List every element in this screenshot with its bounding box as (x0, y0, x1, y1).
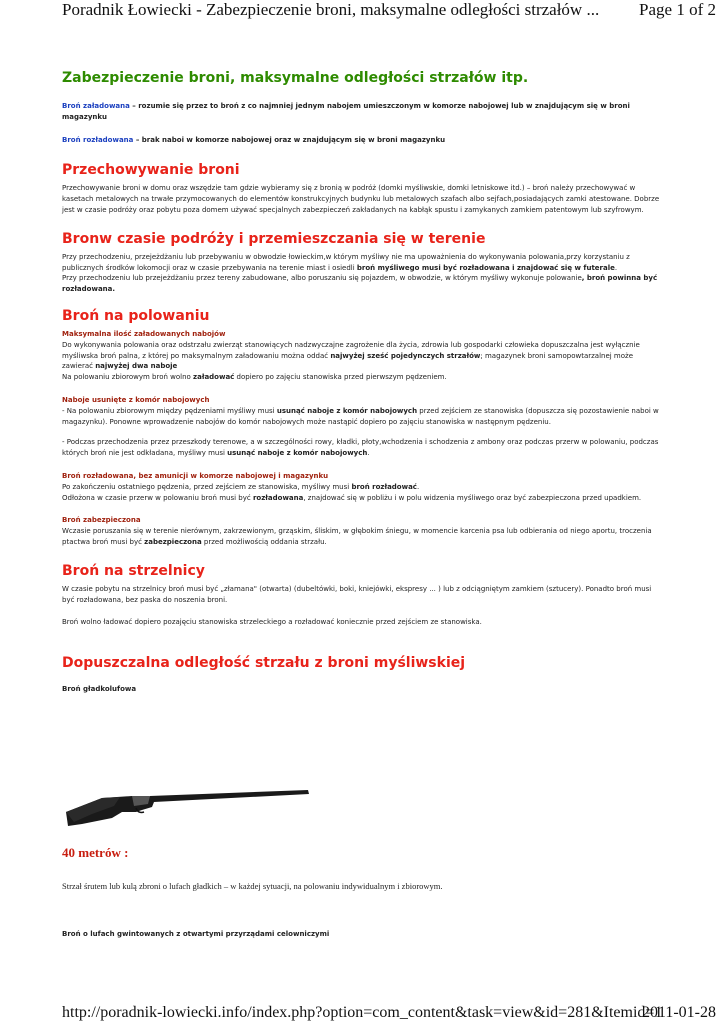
storage-text: Przechowywanie broni w domu oraz wszędzie tam gdzie wybieramy się z bronią w podróż (domki myśliwskie, domki letniskowe itd.) – broń należy przechowywać w kasetach metalowych na trwałe przymocowanych do elementów konstrukcyjnych budynku lub metalowych szafach albo sejfach,posiadających zamki atestowane. Dobrze jest w czasie podróży oraz pobytu poza domem używać specjalnych zabezpieczeń zakładanych na kabłąk spustu i zamykanych zamkiem patentowym lub szyfrowym. (62, 184, 660, 214)
hunting-s3d: Odłożona w czasie przerw w polowaniu broń musi być (62, 493, 253, 502)
distance-block (62, 845, 443, 940)
distance-title: Dopuszczalna odległość strzału z broni myśliwskiej (62, 655, 466, 672)
hunting-sub1: Maksymalna ilość załadowanych nabojów (62, 329, 226, 338)
hunting-s2c: przed zejściem ze stanowiska (dopuszcza się pozostawienie naboi w magazynku). Ponowne wprowadzenie nabojów do komór nabojowych może nastąpić dopiero po zajęciu stanowiska w następnym pędzeniu. (62, 406, 659, 426)
def-unloaded-text: – brak naboi w komorze nabojowej oraz w znajdującym się w broni magazynku (133, 135, 446, 144)
storage-title: Przechowywanie broni (62, 162, 240, 179)
hunting-s3f: , znajdować się w pobliżu i w polu widzenia myśliwego oraz być zabezpieczona przed upadkiem. (303, 493, 642, 502)
footer-url: http://poradnik-lowiecki.info/index.php?option=com_content&task=view&id=281&Itemid=1 (62, 1004, 663, 1021)
hunting-s1f: załadować (193, 373, 235, 382)
hunting-title: Broń na polowaniu (62, 307, 210, 324)
hunting-s3a: Po zakończeniu ostatniego pędzenia, przed zejściem ze stanowiska, myśliwy musi (62, 482, 352, 491)
header-title: Poradnik Łowiecki - Zabezpieczenie broni, maksymalne odległości strzałów ... (62, 0, 600, 19)
range-p2: Broń wolno ładować dopiero pozajęciu stanowiska strzeleckiego a rozładować koniecznie przed zejściem ze stanowiska. (62, 618, 482, 627)
page-number: Page 1 of 2 (639, 0, 716, 19)
hunting-s1e: Na polowaniu zbiorowym broń wolno (62, 373, 194, 382)
def-unloaded-term: Broń rozładowana (62, 135, 134, 144)
article-title: Zabezpieczenie broni, maksymalne odległości strzałów itp. (62, 70, 529, 86)
travel-p2b: , broń powinna być rozładowana. (62, 274, 658, 294)
def-loaded-text: – rozumie się przez to broń z co najmniej jednym nabojem umieszczonym w komorze nabojowej lub w znajdującym się w broni magazynku (62, 102, 630, 121)
hunting-sub3: Broń rozładowana, bez amunicji w komorze nabojowej i magazynku (62, 471, 329, 480)
hunting-s1 (62, 340, 662, 372)
hunting-s3b: broń rozładować (351, 482, 417, 491)
hunting-s2f: . (367, 449, 370, 458)
meters-heading: 40 metrów : (62, 845, 129, 860)
def-unloaded (62, 135, 662, 146)
hunting-s4 (62, 526, 662, 548)
hunting-s2a: - Na polowaniu zbiorowym między pędzeniami myśliwy musi (62, 406, 277, 415)
hunting-s2-2 (62, 437, 662, 459)
travel-title: Bronw czasie podróży i przemieszczania się w terenie (62, 230, 486, 247)
hunting-s2e: usunąć naboje z komór nabojowych (227, 449, 368, 458)
shotgun-image (62, 782, 312, 832)
hunting-sub4: Broń zabezpieczona (62, 516, 141, 525)
hunting-s4b: zabezpieczona (144, 537, 202, 546)
rifled-label: Broń o lufach gwintowanych z otwartymi przyrządami celowniczymi (62, 930, 330, 938)
hunting-s2b: usunąć naboje z komór nabojowych (276, 406, 418, 415)
travel-p2a: Przy przechodzeniu lub przejeżdżaniu przez tereny zabudowane, albo poruszaniu się pojazdem, w obwodzie, w którym myśliwy wykonuje polowanie (62, 274, 582, 283)
hunting-s1d: najwyżej dwa naboje (95, 362, 178, 371)
hunting-s1c: ; magazynek broni samopowtarzalnej może zawierać (62, 351, 634, 371)
hunting-s4c: przed możliwością oddania strzału. (201, 537, 327, 546)
meters-text: Strzał śrutem lub kulą zbroni o lufach gładkich – w każdej sytuacji, na polowaniu indywidualnym i zbiorowym. (62, 881, 443, 891)
travel-p1a: Przy przechodzeniu, przejeżdżaniu lub przebywaniu w obwodzie łowieckim,w którym myśliwy nie ma upoważnienia do wykonywania polowania,przy korzystaniu z publicznych środków lokomocji oraz w czasie przebywania na terenie miast i osiedli (62, 252, 630, 272)
hunting-s1a: Do wykonywania polowania oraz odstrzału zwierząt stanowiących nadzwyczajne zagrożenie dla życia, zdrowia lub gospodarki człowieka dopuszczalna jest wyłącznie myśliwska broń palna, z której po maksymalnym załadowaniu można oddać (62, 340, 640, 360)
hunting-s3-2 (62, 493, 662, 504)
def-loaded-term: Broń załadowana (62, 102, 130, 110)
hunting-s1g: dopiero po zajęciu stanowiska przed pierwszym pędzeniem. (234, 373, 447, 382)
travel-p1 (62, 252, 662, 274)
range-title: Broń na strzelnicy (62, 562, 205, 579)
smooth-label: Broń gładkolufowa (62, 685, 137, 694)
article (62, 68, 662, 695)
range-p1: W czasie pobytu na strzelnicy broń musi być „złamana" (otwarta) (dubeltówki, boki, kniejówki, ekspresy ... ) lub z odciągniętym zamkiem (sztucery). Ponadto broń musi być rozładowana, bez paska do noszenia broni. (62, 584, 652, 604)
travel-p1b: broń myśliwego musi być rozładowana i znajdować się w futerale (356, 263, 615, 272)
hunting-s4a: Wczasie poruszania się w terenie nierównym, zakrzewionym, grząskim, śliskim, w głębokim śniegu, w momencie karcenia psa lub odbierania od niego aportu, troczenia ptactwa broń musi być (62, 527, 652, 546)
hunting-s3 (62, 482, 662, 493)
footer-date: 2011-01-28 (641, 1004, 716, 1021)
hunting-s2d: - Podczas przechodzenia przez przeszkody terenowe, a w szczególności rowy, kładki, płoty,wchodzenia i schodzenia z ambony oraz podczas przerw w polowaniu, podczas których broń nie jest odkładana, myśliwy musi (62, 438, 659, 458)
def-loaded (62, 101, 662, 123)
hunting-s3c: . (416, 482, 420, 491)
hunting-s1-2 (62, 372, 662, 383)
travel-p2 (62, 273, 662, 295)
hunting-sub2: Naboje usunięte z komór nabojowych (62, 395, 210, 404)
hunting-s1b: najwyżej sześć pojedynczych strzałów (330, 351, 481, 360)
travel-p1c: . (614, 263, 618, 272)
hunting-s2 (62, 406, 662, 428)
hunting-s3e: rozładowana (252, 493, 304, 502)
